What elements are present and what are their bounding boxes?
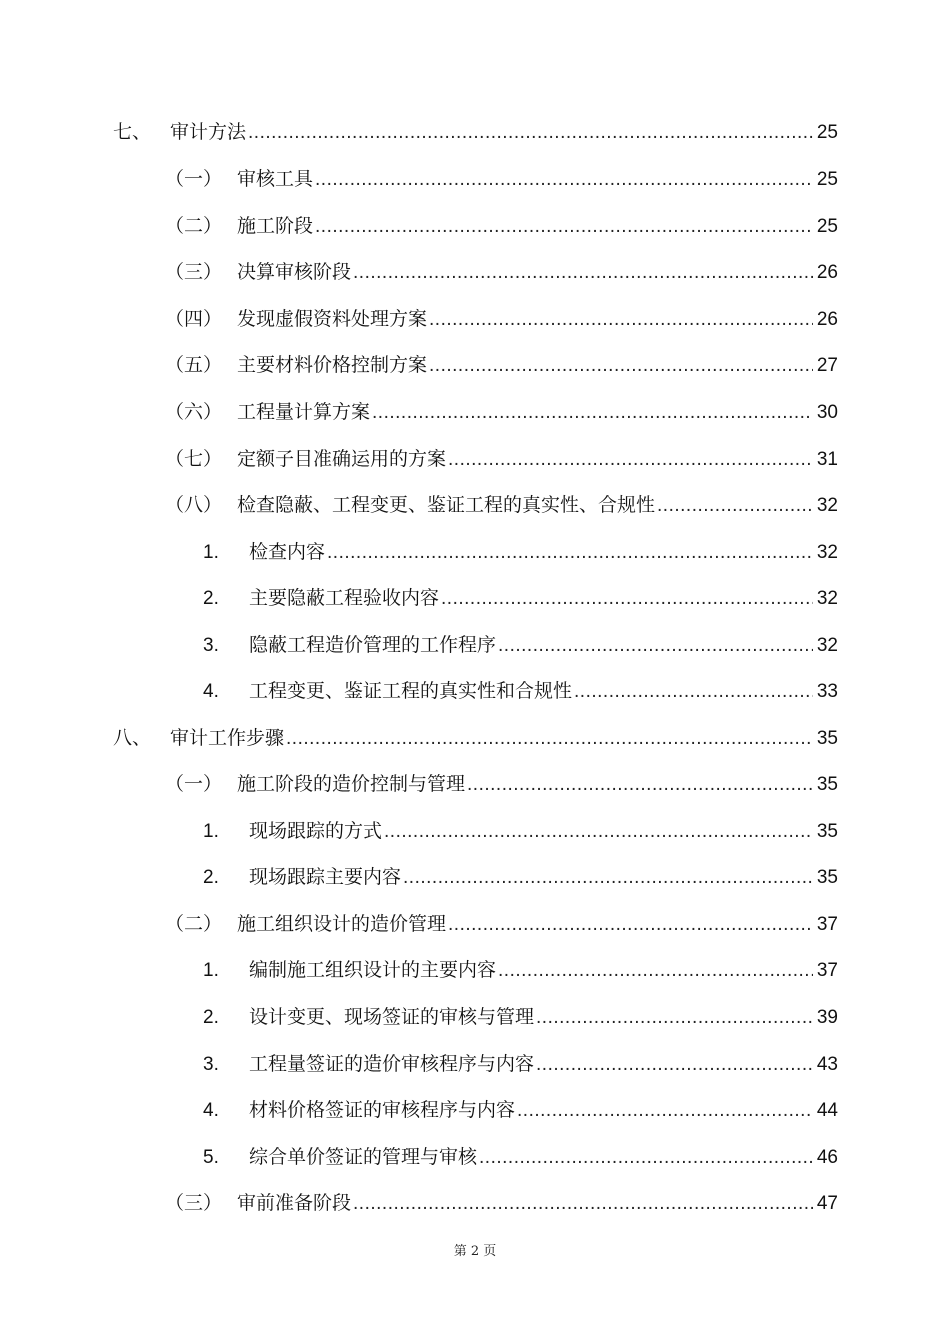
toc-entry[interactable] — [165, 211, 838, 241]
toc-entry-number: （三） — [165, 261, 223, 283]
toc-entry-number: （一） — [165, 773, 223, 795]
toc-entry-page: 39 — [816, 1007, 838, 1028]
toc-entry[interactable] — [203, 862, 838, 892]
page-number-footer: 第 2 页 — [453, 1244, 497, 1259]
toc-dot-leader — [498, 631, 813, 661]
toc-entry-title: 工程量签证的造价审核程序与内容 — [249, 1053, 535, 1075]
toc-entry-page: 32 — [816, 542, 838, 563]
toc-entry-title: 审核工具 — [237, 168, 314, 190]
toc-entry-title: 施工阶段 — [237, 215, 314, 237]
toc-entry-title: 主要隐蔽工程验收内容 — [249, 587, 440, 609]
toc-entry-number: 3. — [203, 635, 219, 656]
toc-entry-number: 2. — [203, 1007, 219, 1028]
toc-entry-number: 1. — [203, 821, 219, 842]
toc-entry-page: 32 — [816, 495, 838, 516]
toc-dot-leader — [315, 165, 813, 195]
toc-entry-page: 32 — [816, 588, 838, 609]
toc-dot-leader — [448, 910, 813, 940]
toc-entry-title: 检查内容 — [249, 541, 326, 563]
toc-entry[interactable] — [165, 909, 838, 939]
toc-dot-leader — [448, 445, 813, 475]
toc-dot-leader — [353, 258, 813, 288]
toc-entry-title: 现场跟踪主要内容 — [249, 866, 402, 888]
toc-entry-page: 37 — [816, 914, 838, 935]
toc-dot-leader — [479, 1143, 813, 1173]
toc-entry-number: （七） — [165, 448, 223, 470]
toc-dot-leader — [353, 1189, 813, 1219]
toc-entry[interactable] — [165, 444, 838, 474]
toc-entry-number: （二） — [165, 913, 223, 935]
toc-entry-number: 2. — [203, 867, 219, 888]
toc-entry-page: 35 — [816, 867, 838, 888]
toc-entry-number: （一） — [165, 168, 223, 190]
toc-entry[interactable] — [165, 769, 838, 799]
toc-entry-title: 发现虚假资料处理方案 — [237, 308, 428, 330]
toc-entry[interactable] — [165, 257, 838, 287]
toc-entry[interactable] — [113, 723, 838, 753]
toc-entry-title: 工程变更、鉴证工程的真实性和合规性 — [249, 680, 573, 702]
toc-entry-title: 定额子目准确运用的方案 — [237, 448, 447, 470]
toc-entry-page: 27 — [816, 355, 838, 376]
toc-entry-title: 现场跟踪的方式 — [249, 820, 383, 842]
toc-entry-number: 5. — [203, 1147, 219, 1168]
toc-entry-number: 七、 — [113, 121, 152, 143]
toc-entry[interactable] — [165, 164, 838, 194]
toc-entry-title: 审计方法 — [170, 121, 247, 143]
toc-entry[interactable] — [165, 490, 838, 520]
toc-entry-page: 31 — [816, 449, 838, 470]
toc-entry[interactable] — [165, 304, 838, 334]
toc-entry[interactable] — [203, 1142, 838, 1172]
toc-dot-leader — [517, 1096, 813, 1126]
toc-entry-number: （二） — [165, 215, 223, 237]
toc-entry[interactable] — [113, 117, 838, 147]
toc-dot-leader — [429, 305, 813, 335]
toc-entry-page: 46 — [816, 1147, 838, 1168]
toc-dot-leader — [441, 584, 813, 614]
toc-entry-page: 25 — [816, 169, 838, 190]
toc-entry-title: 审计工作步骤 — [170, 727, 285, 749]
toc-entry-number: 1. — [203, 542, 219, 563]
toc-entry-title: 隐蔽工程造价管理的工作程序 — [249, 634, 497, 656]
toc-entry-title: 材料价格签证的审核程序与内容 — [249, 1099, 516, 1121]
toc-entry-page: 43 — [816, 1054, 838, 1075]
toc-dot-leader — [327, 538, 813, 568]
toc-entry[interactable] — [203, 955, 838, 985]
toc-entry[interactable] — [203, 816, 838, 846]
toc-entry-title: 设计变更、现场签证的审核与管理 — [249, 1006, 535, 1028]
toc-entry[interactable] — [203, 537, 838, 567]
toc-entry-title: 工程量计算方案 — [237, 401, 371, 423]
toc-dot-leader — [403, 863, 813, 893]
toc-entry-page: 26 — [816, 262, 838, 283]
toc-entry-title: 决算审核阶段 — [237, 261, 352, 283]
toc-entry-number: （四） — [165, 308, 223, 330]
toc-entry-page: 44 — [816, 1100, 838, 1121]
toc-dot-leader — [536, 1003, 813, 1033]
toc-entry-number: 3. — [203, 1054, 219, 1075]
toc-entry-title: 编制施工组织设计的主要内容 — [249, 959, 497, 981]
toc-entry-page: 33 — [816, 681, 838, 702]
toc-entry-number: 1. — [203, 960, 219, 981]
toc-entry[interactable] — [203, 1049, 838, 1079]
toc-dot-leader — [657, 491, 813, 521]
toc-dot-leader — [498, 956, 813, 986]
toc-entry-number: 4. — [203, 1100, 219, 1121]
toc-entry-page: 37 — [816, 960, 838, 981]
toc-entry-page: 35 — [816, 728, 838, 749]
toc-entry-page: 26 — [816, 309, 838, 330]
toc-entry-page: 30 — [816, 402, 838, 423]
toc-entry-page: 47 — [816, 1193, 838, 1214]
toc-entry[interactable] — [203, 1095, 838, 1125]
toc-entry-title: 检查隐蔽、工程变更、鉴证工程的真实性、合规性 — [237, 494, 656, 516]
toc-entry-page: 25 — [816, 216, 838, 237]
toc-entry[interactable] — [203, 1002, 838, 1032]
toc-entry[interactable] — [165, 1188, 838, 1218]
toc-dot-leader — [248, 118, 813, 148]
toc-entry-number: 2. — [203, 588, 219, 609]
toc-entry[interactable] — [203, 583, 838, 613]
toc-dot-leader — [315, 212, 813, 242]
toc-entry-page: 32 — [816, 635, 838, 656]
toc-entry-title: 综合单价签证的管理与审核 — [249, 1146, 478, 1168]
toc-dot-leader — [536, 1050, 813, 1080]
toc-dot-leader — [467, 770, 813, 800]
toc-entry[interactable] — [165, 397, 838, 427]
toc-entry-page: 35 — [816, 774, 838, 795]
toc-entry-number: （三） — [165, 1192, 223, 1214]
toc-dot-leader — [286, 724, 813, 754]
toc-entry-number: （六） — [165, 401, 223, 423]
toc-entry-number: （八） — [165, 494, 223, 516]
toc-entry-number: 八、 — [113, 727, 152, 749]
toc-entry-title: 审前准备阶段 — [237, 1192, 352, 1214]
toc-entry-title: 施工组织设计的造价管理 — [237, 913, 447, 935]
toc-entry-number: （五） — [165, 354, 223, 376]
toc-entry-page: 25 — [816, 122, 838, 143]
toc-entry[interactable] — [203, 676, 838, 706]
toc-dot-leader — [384, 817, 813, 847]
toc-dot-leader — [372, 398, 813, 428]
toc-entry-title: 主要材料价格控制方案 — [237, 354, 428, 376]
toc-dot-leader — [429, 351, 813, 381]
toc-entry-title: 施工阶段的造价控制与管理 — [237, 773, 466, 795]
toc-entry-page: 35 — [816, 821, 838, 842]
toc-entry-number: 4. — [203, 681, 219, 702]
toc-entry[interactable] — [203, 630, 838, 660]
toc-dot-leader — [574, 677, 813, 707]
toc-entry[interactable] — [165, 350, 838, 380]
